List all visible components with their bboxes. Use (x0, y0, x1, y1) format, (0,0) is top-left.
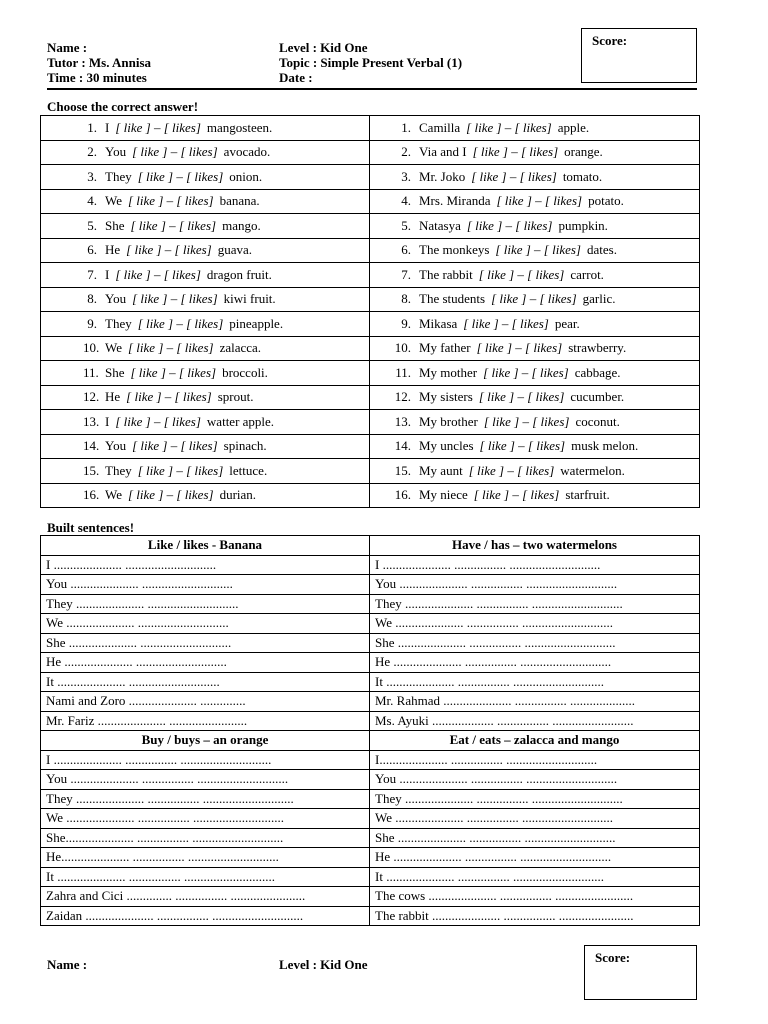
quiz-item[interactable] (41, 287, 370, 312)
quiz-item-subject: My aunt (419, 462, 463, 478)
quiz-item[interactable] (41, 263, 370, 288)
build-sentence-blank[interactable]: You ..................... ................ ............................ (41, 770, 370, 790)
build-sentence-blank[interactable]: She ..................... ................ ............................ (370, 828, 700, 848)
quiz-row (41, 140, 700, 165)
quiz-item-object: zalacca. (219, 340, 262, 356)
build-row (41, 692, 700, 712)
quiz-item-object: mangosteen. (206, 119, 273, 135)
header-topic: Topic : Simple Present Verbal (1) (279, 55, 463, 70)
quiz-item[interactable] (370, 312, 700, 337)
build-sentence-blank[interactable]: You ..................... ............................ (41, 575, 370, 595)
quiz-item-object: carrot. (570, 266, 604, 282)
build-sentence-blank[interactable]: He ..................... ............................ (41, 653, 370, 673)
quiz-item[interactable] (370, 116, 700, 141)
build-sentence-blank[interactable]: The rabbit ..................... ................ ....................... (370, 906, 700, 926)
quiz-item-subject: They (105, 315, 132, 331)
header-divider (47, 88, 697, 90)
quiz-item-object: pineapple. (229, 315, 284, 331)
quiz-item-number: 15. (394, 462, 411, 478)
build-column-heading: Buy / buys – an orange (41, 731, 370, 751)
quiz-item-options: [ like ] – [ likes] (473, 487, 560, 503)
build-sentence-blank[interactable]: He ..................... ................ ............................ (370, 848, 700, 868)
quiz-item-number: 2. (87, 144, 97, 160)
build-sentence-blank[interactable]: The cows ..................... ................ ........................ (370, 887, 700, 907)
quiz-item-number: 13. (83, 413, 100, 429)
build-sentence-blank[interactable]: They ..................... ................ ............................ (41, 789, 370, 809)
quiz-item-options: [ like ] – [ likes] (476, 340, 563, 356)
quiz-row (41, 263, 700, 288)
quiz-table (40, 115, 700, 508)
score-label: Score: (592, 33, 628, 48)
quiz-item-subject: The students (419, 291, 486, 307)
quiz-item[interactable] (41, 189, 370, 214)
header-name: Name : (47, 40, 88, 55)
build-sentence-blank[interactable]: She ..................... ................ ............................ (370, 633, 700, 653)
quiz-item-number: 10. (394, 340, 411, 356)
quiz-item-object: cabbage. (574, 364, 621, 380)
quiz-item-options: [ like ] – [ likes] (137, 168, 224, 184)
quiz-item[interactable] (41, 361, 370, 386)
build-sentence-blank[interactable]: She..................... ................ ............................ (41, 828, 370, 848)
quiz-item-object: onion. (229, 168, 263, 184)
build-sentence-blank[interactable]: You ..................... ................ ............................ (370, 770, 700, 790)
quiz-item-object: strawberry. (568, 340, 627, 356)
build-row (41, 711, 700, 731)
quiz-item[interactable] (370, 238, 700, 263)
score-box (581, 28, 697, 83)
build-sentence-blank[interactable]: They ..................... ................ ............................ (370, 789, 700, 809)
quiz-item-number: 6. (87, 242, 97, 258)
quiz-item[interactable] (370, 287, 700, 312)
quiz-item[interactable] (41, 459, 370, 484)
build-row (41, 828, 700, 848)
quiz-item-number: 10. (83, 340, 100, 356)
quiz-item-options: [ like ] – [ likes] (478, 389, 565, 405)
quiz-item[interactable] (370, 140, 700, 165)
quiz-item-object: pear. (554, 315, 580, 331)
quiz-item-subject: My sisters (419, 389, 473, 405)
header-time: Time : 30 minutes (47, 70, 147, 85)
quiz-title: Choose the correct answer! (47, 99, 199, 114)
build-row (41, 575, 700, 595)
build-sentence-blank[interactable]: You ..................... ................ ............................ (370, 575, 700, 595)
quiz-item-object: apple. (557, 119, 590, 135)
quiz-item-number: 16. (83, 487, 100, 503)
build-column-heading: Eat / eats – zalacca and mango (370, 731, 700, 751)
build-row (41, 906, 700, 926)
header-date: Date : (279, 70, 313, 85)
quiz-item[interactable] (41, 214, 370, 239)
quiz-item-options: [ like ] – [ likes] (479, 438, 566, 454)
quiz-item[interactable] (370, 434, 700, 459)
build-sentence-blank[interactable]: Mr. Rahmad ..................... ................ .................... (370, 692, 700, 712)
build-sentence-blank[interactable]: Mr. Fariz ..................... ........................ (41, 711, 370, 731)
build-sentence-blank[interactable]: I ..................... ................ ............................ (41, 750, 370, 770)
build-header-row (41, 536, 700, 556)
quiz-item-number: 9. (87, 315, 97, 331)
quiz-item-number: 6. (401, 242, 411, 258)
quiz-item[interactable] (41, 385, 370, 410)
quiz-item[interactable] (370, 263, 700, 288)
quiz-item-options: [ like ] – [ likes] (478, 266, 565, 282)
quiz-item-options: [ like ] – [ likes] (137, 462, 224, 478)
quiz-item-object: watermelon. (560, 462, 625, 478)
build-row (41, 750, 700, 770)
quiz-item-number: 5. (87, 217, 97, 233)
quiz-item-subject: My mother (419, 364, 478, 380)
quiz-item-object: dates. (586, 242, 617, 258)
build-row (41, 789, 700, 809)
quiz-item-subject: They (105, 462, 132, 478)
quiz-item-object: coconut. (575, 413, 620, 429)
build-table (40, 535, 700, 926)
quiz-item-object: orange. (564, 144, 603, 160)
quiz-item-object: broccoli. (222, 364, 268, 380)
quiz-item-subject: Via and I (419, 144, 467, 160)
quiz-item-number: 16. (394, 487, 411, 503)
quiz-item-number: 11. (395, 364, 411, 380)
quiz-item-subject: They (105, 168, 132, 184)
quiz-item-subject: The monkeys (419, 242, 490, 258)
quiz-item-object: sprout. (217, 389, 254, 405)
quiz-item-number: 5. (401, 217, 411, 233)
build-row (41, 672, 700, 692)
quiz-row (41, 312, 700, 337)
build-sentence-blank[interactable]: We ..................... ................ ............................ (370, 809, 700, 829)
quiz-item[interactable] (370, 165, 700, 190)
quiz-item-options: [ like ] – [ likes] (115, 266, 201, 282)
quiz-row (41, 238, 700, 263)
quiz-item[interactable] (41, 336, 370, 361)
quiz-item-number: 14. (83, 438, 100, 454)
quiz-item-subject: We (105, 340, 122, 356)
quiz-item-subject: You (105, 438, 127, 454)
quiz-item-object: pumpkin. (558, 217, 608, 233)
quiz-item-options: [ like ] – [ likes] (137, 315, 224, 331)
build-sentence-blank[interactable]: They ..................... ................ ............................ (370, 594, 700, 614)
build-row (41, 614, 700, 634)
quiz-item-number: 4. (401, 193, 411, 209)
quiz-item-subject: Natasya (419, 217, 461, 233)
quiz-item-subject: I (105, 119, 110, 135)
quiz-row (41, 116, 700, 141)
quiz-item-object: avocado. (223, 144, 271, 160)
quiz-item-number: 14. (394, 438, 411, 454)
quiz-item-subject: My niece (419, 487, 468, 503)
quiz-item-options: [ like ] – [ likes] (126, 389, 212, 405)
build-sentence-blank[interactable]: It ..................... ............................ (41, 672, 370, 692)
quiz-item-object: mango. (222, 217, 261, 233)
quiz-item-subject: Mr. Joko (419, 168, 466, 184)
quiz-item[interactable] (370, 214, 700, 239)
quiz-item-object: guava. (217, 242, 253, 258)
quiz-row (41, 410, 700, 435)
quiz-item[interactable] (41, 483, 370, 508)
quiz-row (41, 189, 700, 214)
quiz-item-number: 8. (401, 291, 411, 307)
quiz-item-number: 4. (87, 193, 97, 209)
quiz-item-subject: He (105, 389, 121, 405)
quiz-item-subject: My uncles (419, 438, 474, 454)
build-row (41, 848, 700, 868)
build-sentence-blank[interactable]: We ..................... ............................ (41, 614, 370, 634)
quiz-item-options: [ like ] – [ likes] (128, 340, 214, 356)
quiz-item-subject: My brother (419, 413, 478, 429)
build-sentence-blank[interactable]: Ms. Ayuki ................... ................ ......................... (370, 711, 700, 731)
quiz-row (41, 361, 700, 386)
quiz-item[interactable] (370, 361, 700, 386)
quiz-item-options: [ like ] – [ likes] (468, 462, 555, 478)
build-sentence-blank[interactable]: They ..................... ............................ (41, 594, 370, 614)
quiz-item-subject: I (105, 266, 110, 282)
build-sentence-blank[interactable]: We ..................... ................ ............................ (370, 614, 700, 634)
quiz-item-options: [ like ] – [ likes] (132, 291, 218, 307)
quiz-item-object: kiwi fruit. (223, 291, 276, 307)
build-sentence-blank[interactable]: He..................... ................ ............................ (41, 848, 370, 868)
quiz-item-number: 2. (401, 144, 411, 160)
quiz-item-object: musk melon. (571, 438, 639, 454)
quiz-item-number: 8. (87, 291, 97, 307)
build-row (41, 594, 700, 614)
quiz-item-subject: You (105, 291, 127, 307)
build-sentence-blank[interactable]: It ..................... ................ ............................ (370, 672, 700, 692)
footer-name: Name : (47, 957, 88, 972)
quiz-item-object: banana. (219, 193, 260, 209)
build-sentence-blank[interactable]: Zaidan ..................... ................ ............................ (41, 906, 370, 926)
quiz-item-number: 3. (401, 168, 411, 184)
quiz-item-subject: He (105, 242, 121, 258)
quiz-item-options: [ like ] – [ likes] (495, 242, 581, 258)
quiz-item-options: [ like ] – [ likes] (130, 217, 217, 233)
quiz-item[interactable] (41, 434, 370, 459)
quiz-item-subject: Mikasa (419, 315, 458, 331)
quiz-item-object: starfruit. (565, 487, 610, 503)
quiz-item-options: [ like ] – [ likes] (471, 168, 557, 184)
quiz-item-subject: My father (419, 340, 471, 356)
quiz-item-number: 12. (83, 389, 100, 405)
quiz-item-options: [ like ] – [ likes] (466, 119, 552, 135)
build-sentence-blank[interactable]: We ..................... ................ ............................ (41, 809, 370, 829)
quiz-row (41, 434, 700, 459)
quiz-item-number: 15. (83, 462, 100, 478)
quiz-item-subject: I (105, 413, 110, 429)
quiz-item-number: 3. (87, 168, 97, 184)
build-row (41, 633, 700, 653)
quiz-item-options: [ like ] – [ likes] (483, 413, 570, 429)
quiz-item-subject: You (105, 144, 127, 160)
build-sentence-blank[interactable]: I ..................... ............................ (41, 555, 370, 575)
quiz-item[interactable] (370, 410, 700, 435)
build-header-row (41, 731, 700, 751)
quiz-item-subject: We (105, 487, 122, 503)
build-sentence-blank[interactable]: It ..................... ................ ............................ (370, 867, 700, 887)
quiz-item[interactable] (370, 189, 700, 214)
build-column-heading: Like / likes - Banana (41, 536, 370, 556)
build-row (41, 770, 700, 790)
footer-score-box (584, 945, 697, 1000)
quiz-item[interactable] (41, 238, 370, 263)
footer-score-label: Score: (595, 950, 631, 965)
quiz-item-object: lettuce. (229, 462, 268, 478)
quiz-item-options: [ like ] – [ likes] (466, 217, 553, 233)
quiz-row (41, 287, 700, 312)
build-sentence-blank[interactable]: She ..................... ............................ (41, 633, 370, 653)
build-title: Built sentences! (47, 520, 135, 535)
quiz-item[interactable] (370, 459, 700, 484)
quiz-item-object: garlic. (582, 291, 616, 307)
quiz-item-object: tomato. (562, 168, 603, 184)
quiz-item[interactable] (41, 410, 370, 435)
header-tutor: Tutor : Ms. Annisa (47, 55, 152, 70)
build-sentence-blank[interactable]: He ..................... ................ ............................ (370, 653, 700, 673)
quiz-item-number: 1. (87, 119, 97, 135)
quiz-item-object: spinach. (223, 438, 267, 454)
quiz-item[interactable] (41, 312, 370, 337)
quiz-item-number: 9. (401, 315, 411, 331)
quiz-item-subject: She (105, 364, 125, 380)
quiz-item-subject: The rabbit (419, 266, 473, 282)
quiz-item-subject: Camilla (419, 119, 461, 135)
build-row (41, 867, 700, 887)
quiz-item[interactable] (41, 116, 370, 141)
quiz-item-object: watter apple. (206, 413, 275, 429)
quiz-item-options: [ like ] – [ likes] (132, 438, 218, 454)
quiz-item[interactable] (41, 165, 370, 190)
quiz-item-options: [ like ] – [ likes] (483, 364, 569, 380)
quiz-item-subject: She (105, 217, 125, 233)
quiz-item-object: dragon fruit. (206, 266, 272, 282)
build-row (41, 809, 700, 829)
quiz-row (41, 165, 700, 190)
quiz-item-options: [ like ] – [ likes] (126, 242, 212, 258)
build-sentence-blank[interactable]: Zahra and Cici .............. ................ ....................... (41, 887, 370, 907)
build-row (41, 555, 700, 575)
quiz-item[interactable] (370, 483, 700, 508)
build-row (41, 887, 700, 907)
build-sentence-blank[interactable]: I ..................... ................ ............................ (370, 555, 700, 575)
quiz-item-options: [ like ] – [ likes] (132, 144, 218, 160)
quiz-item-number: 13. (394, 413, 411, 429)
quiz-item-object: durian. (219, 487, 257, 503)
quiz-item-subject: We (105, 193, 122, 209)
build-column-heading: Have / has – two watermelons (370, 536, 700, 556)
quiz-row (41, 214, 700, 239)
quiz-item[interactable] (370, 336, 700, 361)
quiz-row (41, 459, 700, 484)
quiz-item-options: [ like ] – [ likes] (128, 487, 214, 503)
build-sentence-blank[interactable]: Nami and Zoro ..................... .............. (41, 692, 370, 712)
build-sentence-blank[interactable]: I..................... ................ ............................ (370, 750, 700, 770)
quiz-item-number: 1. (401, 119, 411, 135)
quiz-row (41, 336, 700, 361)
quiz-item-options: [ like ] – [ likes] (115, 119, 201, 135)
quiz-row (41, 483, 700, 508)
quiz-item-options: [ like ] – [ likes] (463, 315, 549, 331)
quiz-item-number: 7. (401, 266, 411, 282)
quiz-item-options: [ like ] – [ likes] (491, 291, 577, 307)
quiz-item-number: 7. (87, 266, 97, 282)
footer-level: Level : Kid One (279, 957, 368, 972)
quiz-item[interactable] (41, 140, 370, 165)
build-sentence-blank[interactable]: It ..................... ................ ............................ (41, 867, 370, 887)
quiz-item[interactable] (370, 385, 700, 410)
build-row (41, 653, 700, 673)
quiz-item-number: 12. (394, 389, 411, 405)
quiz-item-options: [ like ] – [ likes] (128, 193, 214, 209)
quiz-item-number: 11. (83, 364, 99, 380)
quiz-item-options: [ like ] – [ likes] (496, 193, 583, 209)
quiz-item-object: cucumber. (570, 389, 625, 405)
header-level: Level : Kid One (279, 40, 368, 55)
quiz-item-object: potato. (588, 193, 624, 209)
quiz-item-subject: Mrs. Miranda (419, 193, 491, 209)
quiz-item-options: [ like ] – [ likes] (130, 364, 217, 380)
quiz-item-options: [ like ] – [ likes] (472, 144, 559, 160)
quiz-item-options: [ like ] – [ likes] (115, 413, 201, 429)
quiz-row (41, 385, 700, 410)
